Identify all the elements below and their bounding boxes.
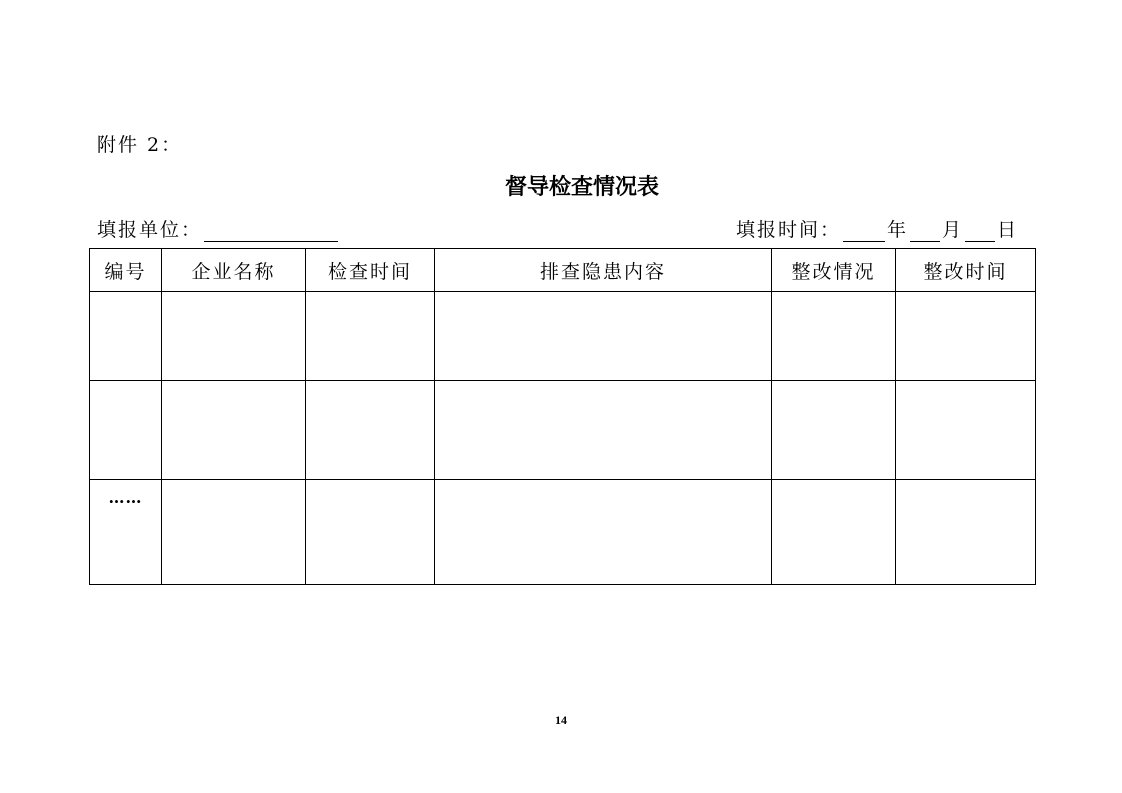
fill-unit-row [97, 215, 340, 242]
table-cell[interactable] [435, 480, 772, 585]
table-row [90, 381, 1036, 480]
table-cell[interactable] [90, 480, 162, 585]
table-cell[interactable] [306, 381, 435, 480]
fill-time-row [736, 215, 1018, 242]
table-cell[interactable] [772, 381, 896, 480]
table-cell[interactable] [306, 480, 435, 585]
table-header-row [90, 249, 1036, 292]
header-rectification-time: 整改时间 [896, 249, 1036, 292]
table-cell[interactable] [435, 292, 772, 381]
fill-unit-blank [204, 221, 338, 242]
page-number: 14 [555, 713, 567, 727]
header-rectification-status: 整改情况 [772, 249, 896, 292]
table-cell[interactable] [896, 381, 1036, 480]
table-cell[interactable] [90, 292, 162, 381]
day-blank [965, 221, 995, 242]
fill-unit-label: 填报单位： [97, 219, 203, 241]
table-cell[interactable] [435, 381, 772, 480]
row-ellipsis: …… [108, 488, 143, 507]
inspection-table [89, 248, 1036, 585]
fill-time-label: 填报时间： [735, 219, 841, 241]
header-hazard-content: 排查隐患内容 [435, 249, 772, 292]
table-cell[interactable] [896, 480, 1036, 585]
month-label: 月 [941, 219, 963, 241]
table-cell[interactable] [306, 292, 435, 381]
table-cell[interactable] [772, 292, 896, 381]
table-cell[interactable] [162, 381, 306, 480]
year-blank [843, 221, 885, 242]
table-cell[interactable] [162, 292, 306, 381]
table-cell[interactable] [162, 480, 306, 585]
month-blank [910, 221, 940, 242]
header-number: 编号 [90, 249, 162, 292]
page-title: 督导检查情况表 [504, 175, 659, 200]
table-row [90, 480, 1036, 585]
attachment-label: 附件 2： [97, 134, 183, 156]
header-inspection-time: 检查时间 [306, 249, 435, 292]
table-row [90, 292, 1036, 381]
table-cell[interactable] [772, 480, 896, 585]
year-label: 年 [886, 219, 908, 241]
table-cell[interactable] [90, 381, 162, 480]
table-cell[interactable] [896, 292, 1036, 381]
day-label: 日 [996, 219, 1018, 241]
header-company-name: 企业名称 [162, 249, 306, 292]
